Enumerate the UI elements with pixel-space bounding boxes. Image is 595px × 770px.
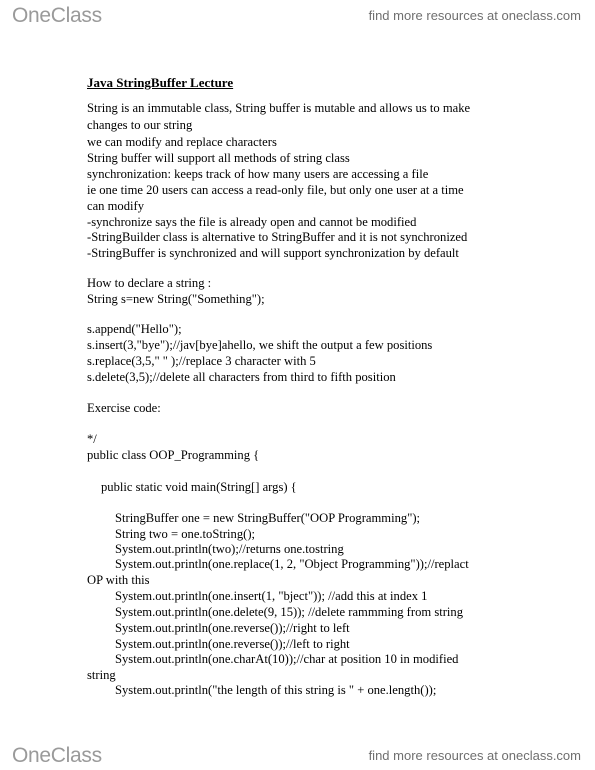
code-line: s.replace(3,5," " );//replace 3 character with 5	[87, 354, 316, 368]
text-line: String buffer will support all methods of string class	[87, 151, 350, 165]
text-line: Exercise code:	[87, 401, 161, 415]
code-line: StringBuffer one = new StringBuffer("OOP Programming");	[115, 511, 421, 525]
oneclass-logo[interactable]: OneClass	[12, 744, 102, 767]
code-line: OP with this	[87, 573, 150, 587]
code-line: */	[87, 432, 97, 446]
text-line: can modify	[87, 199, 145, 213]
code-line: public class OOP_Programming {	[87, 448, 260, 462]
header-bar	[0, 0, 595, 30]
code-line: string	[87, 668, 116, 682]
oneclass-logo[interactable]: OneClass	[12, 4, 102, 27]
code-line: System.out.println(one.reverse());//left to right	[115, 637, 350, 651]
text-line: -StringBuilder class is alternative to StringBuffer and it is not synchronized	[87, 230, 468, 244]
code-line: s.delete(3,5);//delete all characters from third to fifth position	[87, 370, 396, 384]
text-line: synchronization: keeps track of how many users are accessing a file	[87, 167, 429, 181]
code-line: System.out.println(one.replace(1, 2, "Object Programming"));//replact	[115, 557, 469, 571]
text-line: ie one time 20 users can access a read-only file, but only one user at a time	[87, 183, 464, 197]
code-line: public static void main(String[] args) {	[101, 480, 297, 494]
text-line: -synchronize says the file is already open and cannot be modified	[87, 215, 417, 229]
text-line: changes to our string	[87, 118, 193, 132]
text-line: How to declare a string :	[87, 276, 212, 290]
code-line: System.out.println(one.delete(9, 15)); //delete rammming from string	[115, 605, 464, 619]
text-line: we can modify and replace characters	[87, 135, 277, 149]
code-line: s.insert(3,"bye");//jav[bye]ahello, we shift the output a few positions	[87, 338, 433, 352]
code-line: String two = one.toString();	[115, 527, 256, 541]
code-line: System.out.println("the length of this string is " + one.length());	[115, 683, 437, 697]
code-line: s.append("Hello");	[87, 322, 182, 336]
footer-tagline[interactable]: find more resources at oneclass.com	[368, 748, 581, 763]
document-title: Java StringBuffer Lecture	[87, 75, 234, 90]
code-line: System.out.println(one.charAt(10));//char at position 10 in modified	[115, 652, 459, 666]
header-tagline[interactable]: find more resources at oneclass.com	[368, 8, 581, 23]
code-line: String s=new String("Something");	[87, 292, 265, 306]
footer-bar	[0, 740, 595, 770]
code-line: System.out.println(one.insert(1, "bject")); //add this at index 1	[115, 589, 428, 603]
text-line: String is an immutable class, String buffer is mutable and allows us to make	[87, 101, 471, 115]
code-line: System.out.println(two);//returns one.tostring	[115, 542, 344, 556]
text-line: -StringBuffer is synchronized and will support synchronization by default	[87, 246, 459, 260]
code-line: System.out.println(one.reverse());//right to left	[115, 621, 350, 635]
